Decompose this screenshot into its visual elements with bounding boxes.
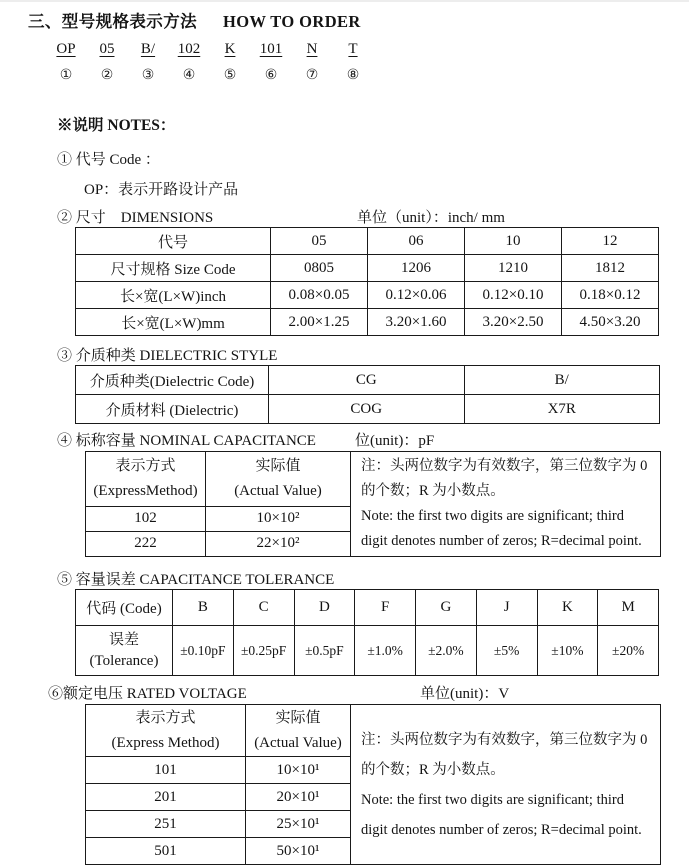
cell: 长×宽(L×W)inch: [76, 282, 271, 309]
cell: ±2.0%: [416, 626, 477, 676]
cell: ±0.5pF: [294, 626, 355, 676]
table-row: [76, 366, 660, 395]
order-code-part: [298, 41, 326, 83]
header-line: (Tolerance): [89, 652, 159, 669]
page-title-en: HOW TO ORDER: [223, 12, 361, 31]
cell: C: [233, 590, 294, 626]
cell: ±5%: [476, 626, 537, 676]
section-tolerance-title: ⑤ 容量误差 CAPACITANCE TOLERANCE: [57, 572, 335, 588]
order-code-value: B/: [140, 41, 156, 57]
cell: 代号: [76, 228, 271, 255]
cell: 0.12×0.10: [465, 282, 562, 309]
order-code-value: T: [348, 41, 358, 57]
column-header: [246, 705, 351, 757]
note-cell: [351, 452, 661, 557]
table-row: [76, 255, 659, 282]
cell: ±20%: [598, 626, 659, 676]
cell: J: [476, 590, 537, 626]
order-code-part: [216, 41, 244, 83]
order-code-index: ①: [59, 67, 73, 83]
header-line: (Actual Value): [234, 482, 322, 499]
capacitance-table: [85, 451, 661, 557]
tolerance-table: [75, 589, 659, 676]
order-code-index: ⑧: [346, 67, 360, 83]
cell: 05: [271, 228, 368, 255]
voltage-table: [85, 704, 661, 865]
order-code-part: [339, 41, 367, 83]
cell: M: [598, 590, 659, 626]
cell: 3.20×2.50: [465, 309, 562, 336]
row-header: 代码 (Code): [76, 590, 173, 626]
order-code-part: [52, 41, 80, 83]
section-capacitance-unit: 位(unit)：pF: [355, 433, 435, 449]
section-dimensions-unit: 单位（unit）：inch/ mm: [357, 210, 505, 226]
cell: 0.08×0.05: [271, 282, 368, 309]
section-dielectric-heading: [57, 344, 689, 363]
section-capacitance-heading: [57, 429, 689, 448]
column-header: [86, 705, 246, 757]
order-code-index: ⑥: [264, 67, 278, 83]
cell: 1206: [368, 255, 465, 282]
table-row: [76, 626, 659, 676]
cell: 10: [465, 228, 562, 255]
cell: 06: [368, 228, 465, 255]
header-line: (Express Method): [111, 734, 220, 751]
cell: G: [416, 590, 477, 626]
table-row: [76, 228, 659, 255]
cell: 10×10²: [206, 506, 351, 531]
cell: D: [294, 590, 355, 626]
cell: 102: [86, 506, 206, 531]
notes-heading: ※说明 NOTES：: [57, 117, 176, 134]
cell: ±0.10pF: [173, 626, 234, 676]
order-code-value: 102: [177, 41, 201, 57]
header-line: 实际值: [275, 709, 321, 726]
order-code-part: [257, 41, 285, 83]
cell: 1210: [465, 255, 562, 282]
order-code-index: ③: [141, 67, 155, 83]
cell: 50×10¹: [246, 838, 351, 865]
page-title: [28, 8, 689, 32]
section-dielectric-title: ③ 介质种类 DIELECTRIC STYLE: [57, 348, 278, 364]
order-code-row: [52, 41, 689, 83]
cell: ±0.25pF: [233, 626, 294, 676]
cell: 251: [86, 811, 246, 838]
note-en: Note: the first two digits are significant; third digit denotes number of zeros; R=decimal point.: [361, 791, 642, 838]
order-code-part: [93, 41, 121, 83]
order-code-value: OP: [56, 41, 76, 57]
cell: 201: [86, 784, 246, 811]
cell: 尺寸规格 Size Code: [76, 255, 271, 282]
table-row: [76, 395, 660, 424]
table-row: [76, 309, 659, 336]
header-line: (Actual Value): [254, 734, 342, 751]
order-code-value: K: [224, 41, 236, 57]
cell: 3.20×1.60: [368, 309, 465, 336]
cell: 长×宽(L×W)mm: [76, 309, 271, 336]
dimensions-table: [75, 227, 659, 336]
order-code-value: 101: [259, 41, 283, 57]
table-row: [86, 705, 661, 757]
cell: 25×10¹: [246, 811, 351, 838]
header-line: 表示方式: [115, 457, 176, 474]
order-code-index: ⑦: [305, 67, 319, 83]
section-dimensions-title: ② 尺寸 DIMENSIONS: [57, 210, 214, 226]
cell: 0.12×0.06: [368, 282, 465, 309]
column-header: [86, 452, 206, 507]
note-zh: 注：头两位数字为有效数字，第三位数字为 0 的个数；R 为小数点。: [361, 731, 648, 778]
cell: 2.00×1.25: [271, 309, 368, 336]
cell: F: [355, 590, 416, 626]
cell: 20×10¹: [246, 784, 351, 811]
row-header: [76, 626, 173, 676]
note-cell: [351, 705, 661, 865]
header-line: (ExpressMethod): [93, 482, 198, 499]
cell: 1812: [562, 255, 659, 282]
note-en: Note: the first two digits are significant; third digit denotes number of zeros; R=decimal point.: [361, 508, 642, 549]
header-line: 表示方式: [135, 709, 196, 726]
header-line: 实际值: [255, 457, 301, 474]
cell: COG: [269, 395, 465, 424]
cell: CG: [269, 366, 465, 395]
column-header: [206, 452, 351, 507]
cell: 0.18×0.12: [562, 282, 659, 309]
cell: 4.50×3.20: [562, 309, 659, 336]
cell: 12: [562, 228, 659, 255]
order-code-value: 05: [99, 41, 115, 57]
section-voltage-title: ⑥额定电压 RATED VOLTAGE: [48, 686, 247, 702]
order-code-value: N: [306, 41, 318, 57]
cell: K: [537, 590, 598, 626]
cell: 501: [86, 838, 246, 865]
order-code-index: ④: [182, 67, 196, 83]
cell: B: [173, 590, 234, 626]
cell: 0805: [271, 255, 368, 282]
table-row: [76, 282, 659, 309]
cell: 介质种类(Dielectric Code): [76, 366, 269, 395]
cell: B/: [464, 366, 660, 395]
cell: ±10%: [537, 626, 598, 676]
order-code-part: [134, 41, 162, 83]
cell: 介质材料 (Dielectric): [76, 395, 269, 424]
cell: 22×10²: [206, 531, 351, 556]
section-code-title: ① 代号 Code ：: [57, 152, 160, 168]
order-code-index: ②: [100, 67, 114, 83]
header-line: 误差: [108, 631, 139, 648]
table-row: [76, 590, 659, 626]
section-voltage-heading: [48, 682, 689, 701]
cell: X7R: [464, 395, 660, 424]
order-code-index: ⑤: [223, 67, 237, 83]
section-dimensions-heading: [57, 206, 689, 225]
cell: 10×10¹: [246, 757, 351, 784]
cell: ±1.0%: [355, 626, 416, 676]
section-voltage-unit: 单位(unit)：V: [420, 686, 510, 702]
section-tolerance-heading: [57, 568, 689, 587]
cell: 222: [86, 531, 206, 556]
section-code-body: OP：表示开路设计产品: [84, 182, 239, 198]
dielectric-table: [75, 365, 660, 424]
cell: 101: [86, 757, 246, 784]
section-capacitance-title: ④ 标称容量 NOMINAL CAPACITANCE: [57, 433, 316, 449]
table-row: [86, 452, 661, 507]
page-title-zh: 三、型号规格表示方法: [28, 12, 197, 31]
order-code-part: [175, 41, 203, 83]
note-zh: 注：头两位数字为有效数字，第三位数字为 0 的个数；R 为小数点。: [361, 458, 648, 499]
